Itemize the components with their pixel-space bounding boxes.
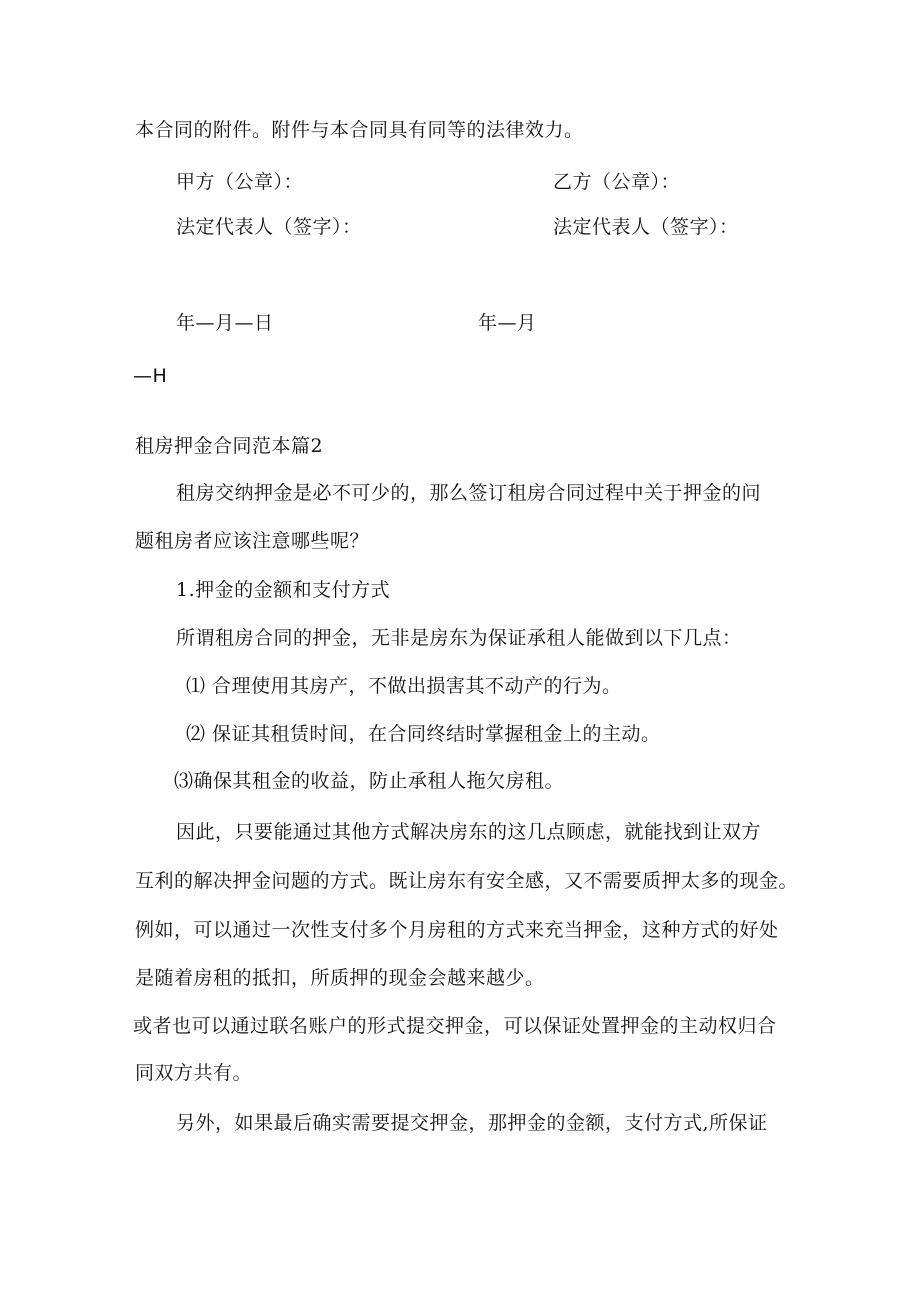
paragraph-3-line-4: 是随着房租的抵扣，所质押的现金会越来越少。 <box>135 967 545 989</box>
paragraph-2: 所谓租房合同的押金，无非是房东为保证承租人能做到以下几点： <box>176 627 742 649</box>
date-tail: —H <box>133 365 168 387</box>
paragraph-1-line-2: 题租房者应该注意哪些呢？ <box>135 530 370 552</box>
paragraph-4-line-2: 同双方共有。 <box>135 1062 253 1084</box>
list-item-1: ⑴ 合理使用其房产，不做出损害其不动产的行为。 <box>186 675 622 697</box>
section-title: 租房押金合同范本篇2 <box>135 435 324 457</box>
party-a-date: 年—月—日 <box>176 312 274 334</box>
paragraph-3-line-1: 因此，只要能通过其他方式解决房东的这几点顾虑，就能找到让双方 <box>176 821 762 843</box>
paragraph-1-line-1: 租房交纳押金是必不可少的，那么签订租房合同过程中关于押金的问 <box>176 482 762 504</box>
party-b-date: 年—月 <box>478 312 537 334</box>
party-a-rep-label: 法定代表人（签字）： <box>176 216 362 238</box>
party-b-seal-label: 乙方（公章）： <box>553 171 681 193</box>
paragraph-4-line-1: 或者也可以通过联名账户的形式提交押金，可以保证处置押金的主动权归合 <box>133 1015 777 1037</box>
paragraph-5-line-1: 另外，如果最后确实需要提交押金，那押金的金额，支付方式,所保证 <box>176 1112 768 1134</box>
intro-line: 本合同的附件。附件与本合同具有同等的法律效力。 <box>135 119 584 141</box>
party-a-seal-label: 甲方（公章）： <box>176 171 304 193</box>
subheading-1: 1.押金的金额和支付方式 <box>176 579 391 601</box>
list-item-2: ⑵ 保证其租赁时间，在合同终结时掌握租金上的主动。 <box>186 723 661 745</box>
list-item-3: ⑶确保其租金的收益，防止承租人拖欠房租。 <box>174 770 565 792</box>
paragraph-3-line-3: 例如，可以通过一次性支付多个月房租的方式来充当押金，这种方式的好处 <box>135 919 779 941</box>
paragraph-3-line-2: 互利的解决押金问题的方式。既让房东有安全感，又不需要质押太多的现金。 <box>135 870 799 892</box>
party-b-rep-label: 法定代表人（签字）： <box>553 216 739 238</box>
